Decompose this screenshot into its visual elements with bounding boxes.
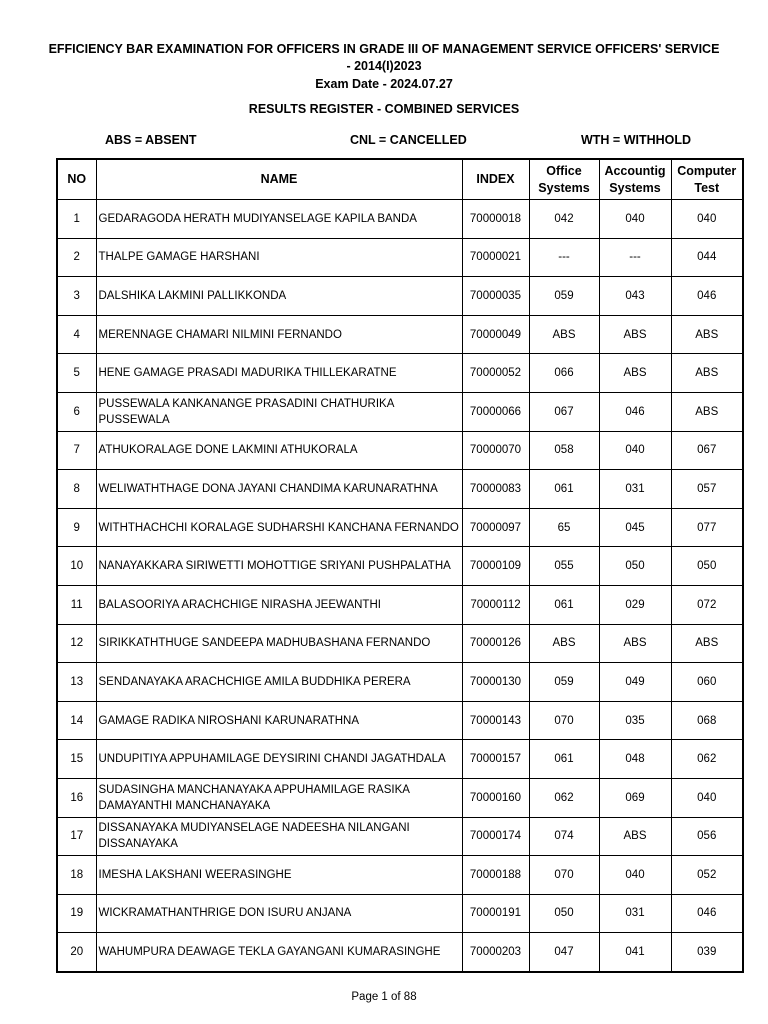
table-row: [57, 624, 743, 663]
cell-accounting-systems: ABS: [599, 817, 671, 856]
cell-office-systems: 050: [529, 894, 599, 933]
table-row: [57, 585, 743, 624]
cell-office-systems: ---: [529, 238, 599, 277]
cell-computer-test: 044: [671, 238, 743, 277]
cell-index: 70000203: [462, 933, 529, 972]
legend-withhold: WTH = WITHHOLD: [581, 133, 692, 147]
cell-office-systems: 066: [529, 354, 599, 393]
results-table: [56, 158, 744, 973]
table-row: [57, 663, 743, 702]
cell-name: NANAYAKKARA SIRIWETTI MOHOTTIGE SRIYANI PUSHPALATHA: [96, 547, 462, 586]
cell-office-systems: 055: [529, 547, 599, 586]
cell-office-systems: 062: [529, 778, 599, 817]
cell-index: 70000097: [462, 508, 529, 547]
cell-office-systems: ABS: [529, 315, 599, 354]
table-row: [57, 856, 743, 895]
cell-name: BALASOORIYA ARACHCHIGE NIRASHA JEEWANTHI: [96, 585, 462, 624]
document-title: EFFICIENCY BAR EXAMINATION FOR OFFICERS IN GRADE III OF MANAGEMENT SERVICE OFFICERS' SERVICE: [48, 42, 720, 56]
table-row: [57, 354, 743, 393]
table-row: [57, 701, 743, 740]
cell-accounting-systems: ABS: [599, 624, 671, 663]
cell-computer-test: 056: [671, 817, 743, 856]
cell-computer-test: ABS: [671, 392, 743, 431]
cell-computer-test: 050: [671, 547, 743, 586]
cell-accounting-systems: 029: [599, 585, 671, 624]
table-row: [57, 508, 743, 547]
table-row: [57, 740, 743, 779]
cell-computer-test: 040: [671, 200, 743, 239]
cell-name: UNDUPITIYA APPUHAMILAGE DEYSIRINI CHANDI JAGATHDALA: [96, 740, 462, 779]
cell-name: WAHUMPURA DEAWAGE TEKLA GAYANGANI KUMARASINGHE: [96, 933, 462, 972]
cell-name: WELIWATHTHAGE DONA JAYANI CHANDIMA KARUNARATHNA: [96, 470, 462, 509]
accounting-header-line1: Accountig: [604, 163, 666, 178]
computer-header-line2: Test: [694, 180, 720, 195]
cell-office-systems: 061: [529, 585, 599, 624]
cell-computer-test: 068: [671, 701, 743, 740]
cell-index: 70000191: [462, 894, 529, 933]
cell-name: ATHUKORALAGE DONE LAKMINI ATHUKORALA: [96, 431, 462, 470]
cell-name: DALSHIKA LAKMINI PALLIKKONDA: [96, 277, 462, 316]
cell-office-systems: 047: [529, 933, 599, 972]
cell-index: 70000126: [462, 624, 529, 663]
cell-name: DISSANAYAKA MUDIYANSELAGE NADEESHA NILANGANI DISSANAYAKA: [96, 817, 462, 856]
cell-index: 70000083: [462, 470, 529, 509]
cell-accounting-systems: 049: [599, 663, 671, 702]
table-row: [57, 547, 743, 586]
cell-name: WITHTHACHCHI KORALAGE SUDHARSHI KANCHANA FERNANDO: [96, 508, 462, 547]
cell-accounting-systems: 040: [599, 200, 671, 239]
cell-index: 70000112: [462, 585, 529, 624]
column-header-computer-test: [671, 159, 743, 200]
cell-office-systems: ABS: [529, 624, 599, 663]
cell-office-systems: 070: [529, 701, 599, 740]
cell-no: 13: [57, 663, 96, 702]
cell-index: 70000070: [462, 431, 529, 470]
column-header-name: NAME: [96, 159, 462, 200]
cell-office-systems: 059: [529, 663, 599, 702]
cell-computer-test: 072: [671, 585, 743, 624]
cell-no: 2: [57, 238, 96, 277]
cell-no: 14: [57, 701, 96, 740]
cell-no: 12: [57, 624, 96, 663]
cell-no: 18: [57, 856, 96, 895]
cell-office-systems: 061: [529, 470, 599, 509]
cell-index: 70000052: [462, 354, 529, 393]
register-title: RESULTS REGISTER - COMBINED SERVICES: [248, 102, 520, 116]
cell-accounting-systems: 069: [599, 778, 671, 817]
cell-computer-test: 067: [671, 431, 743, 470]
cell-index: 70000035: [462, 277, 529, 316]
cell-accounting-systems: 046: [599, 392, 671, 431]
cell-office-systems: 058: [529, 431, 599, 470]
cell-no: 9: [57, 508, 96, 547]
cell-computer-test: 046: [671, 277, 743, 316]
table-row: [57, 933, 743, 972]
cell-computer-test: 039: [671, 933, 743, 972]
cell-index: 70000021: [462, 238, 529, 277]
cell-accounting-systems: ---: [599, 238, 671, 277]
column-header-index: INDEX: [462, 159, 529, 200]
table-row: [57, 200, 743, 239]
cell-index: 70000188: [462, 856, 529, 895]
cell-accounting-systems: 043: [599, 277, 671, 316]
cell-index: 70000143: [462, 701, 529, 740]
cell-computer-test: ABS: [671, 315, 743, 354]
cell-accounting-systems: 031: [599, 470, 671, 509]
table-row: [57, 238, 743, 277]
column-header-accounting-systems: [599, 159, 671, 200]
cell-accounting-systems: 048: [599, 740, 671, 779]
cell-accounting-systems: 035: [599, 701, 671, 740]
cell-no: 20: [57, 933, 96, 972]
cell-accounting-systems: 040: [599, 856, 671, 895]
table-row: [57, 817, 743, 856]
cell-no: 1: [57, 200, 96, 239]
table-row: [57, 894, 743, 933]
cell-name: GEDARAGODA HERATH MUDIYANSELAGE KAPILA BANDA: [96, 200, 462, 239]
cell-no: 16: [57, 778, 96, 817]
cell-accounting-systems: 041: [599, 933, 671, 972]
cell-name: SENDANAYAKA ARACHCHIGE AMILA BUDDHIKA PERERA: [96, 663, 462, 702]
office-header-line1: Office: [546, 163, 582, 178]
accounting-header-line2: Systems: [609, 180, 661, 195]
legend-absent: ABS = ABSENT: [105, 133, 197, 147]
cell-office-systems: 070: [529, 856, 599, 895]
cell-office-systems: 042: [529, 200, 599, 239]
table-row: [57, 470, 743, 509]
exam-date: Exam Date - 2024.07.27: [315, 77, 453, 91]
cell-name: MERENNAGE CHAMARI NILMINI FERNANDO: [96, 315, 462, 354]
cell-index: 70000160: [462, 778, 529, 817]
cell-name: IMESHA LAKSHANI WEERASINGHE: [96, 856, 462, 895]
cell-no: 5: [57, 354, 96, 393]
table-row: [57, 778, 743, 817]
legend-cancelled: CNL = CANCELLED: [350, 133, 467, 147]
cell-index: 70000174: [462, 817, 529, 856]
cell-index: 70000157: [462, 740, 529, 779]
cell-no: 3: [57, 277, 96, 316]
cell-name: WICKRAMATHANTHRIGE DON ISURU ANJANA: [96, 894, 462, 933]
cell-name: SUDASINGHA MANCHANAYAKA APPUHAMILAGE RASIKA DAMAYANTHI MANCHANAYAKA: [96, 778, 462, 817]
table-row: [57, 392, 743, 431]
table-row: [57, 431, 743, 470]
cell-no: 8: [57, 470, 96, 509]
cell-computer-test: 052: [671, 856, 743, 895]
cell-accounting-systems: 031: [599, 894, 671, 933]
column-header-no: NO: [57, 159, 96, 200]
cell-name: GAMAGE RADIKA NIROSHANI KARUNARATHNA: [96, 701, 462, 740]
cell-office-systems: 061: [529, 740, 599, 779]
cell-accounting-systems: 050: [599, 547, 671, 586]
cell-name: PUSSEWALA KANKANANGE PRASADINI CHATHURIKA PUSSEWALA: [96, 392, 462, 431]
cell-index: 70000018: [462, 200, 529, 239]
cell-accounting-systems: ABS: [599, 354, 671, 393]
cell-index: 70000066: [462, 392, 529, 431]
cell-no: 11: [57, 585, 96, 624]
table-header-row: [57, 159, 743, 200]
table-row: [57, 277, 743, 316]
cell-office-systems: 059: [529, 277, 599, 316]
cell-no: 17: [57, 817, 96, 856]
cell-no: 7: [57, 431, 96, 470]
cell-computer-test: 077: [671, 508, 743, 547]
cell-accounting-systems: 045: [599, 508, 671, 547]
cell-name: HENE GAMAGE PRASADI MADURIKA THILLEKARATNE: [96, 354, 462, 393]
cell-computer-test: 057: [671, 470, 743, 509]
cell-computer-test: 040: [671, 778, 743, 817]
cell-no: 15: [57, 740, 96, 779]
computer-header-line1: Computer: [677, 163, 737, 178]
cell-office-systems: 074: [529, 817, 599, 856]
cell-no: 4: [57, 315, 96, 354]
cell-office-systems: 067: [529, 392, 599, 431]
cell-index: 70000130: [462, 663, 529, 702]
cell-accounting-systems: 040: [599, 431, 671, 470]
cell-accounting-systems: ABS: [599, 315, 671, 354]
table-row: [57, 315, 743, 354]
column-header-office-systems: [529, 159, 599, 200]
cell-computer-test: 060: [671, 663, 743, 702]
cell-office-systems: 65: [529, 508, 599, 547]
cell-no: 19: [57, 894, 96, 933]
cell-computer-test: ABS: [671, 354, 743, 393]
cell-computer-test: 062: [671, 740, 743, 779]
cell-index: 70000109: [462, 547, 529, 586]
cell-no: 10: [57, 547, 96, 586]
cell-name: THALPE GAMAGE HARSHANI: [96, 238, 462, 277]
office-header-line2: Systems: [538, 180, 590, 195]
cell-computer-test: 046: [671, 894, 743, 933]
cell-index: 70000049: [462, 315, 529, 354]
cell-computer-test: ABS: [671, 624, 743, 663]
document-subtitle: - 2014(I)2023: [346, 59, 422, 73]
cell-name: SIRIKKATHTHUGE SANDEEPA MADHUBASHANA FERNANDO: [96, 624, 462, 663]
cell-no: 6: [57, 392, 96, 431]
page-number: Page 1 of 88: [351, 991, 417, 1003]
